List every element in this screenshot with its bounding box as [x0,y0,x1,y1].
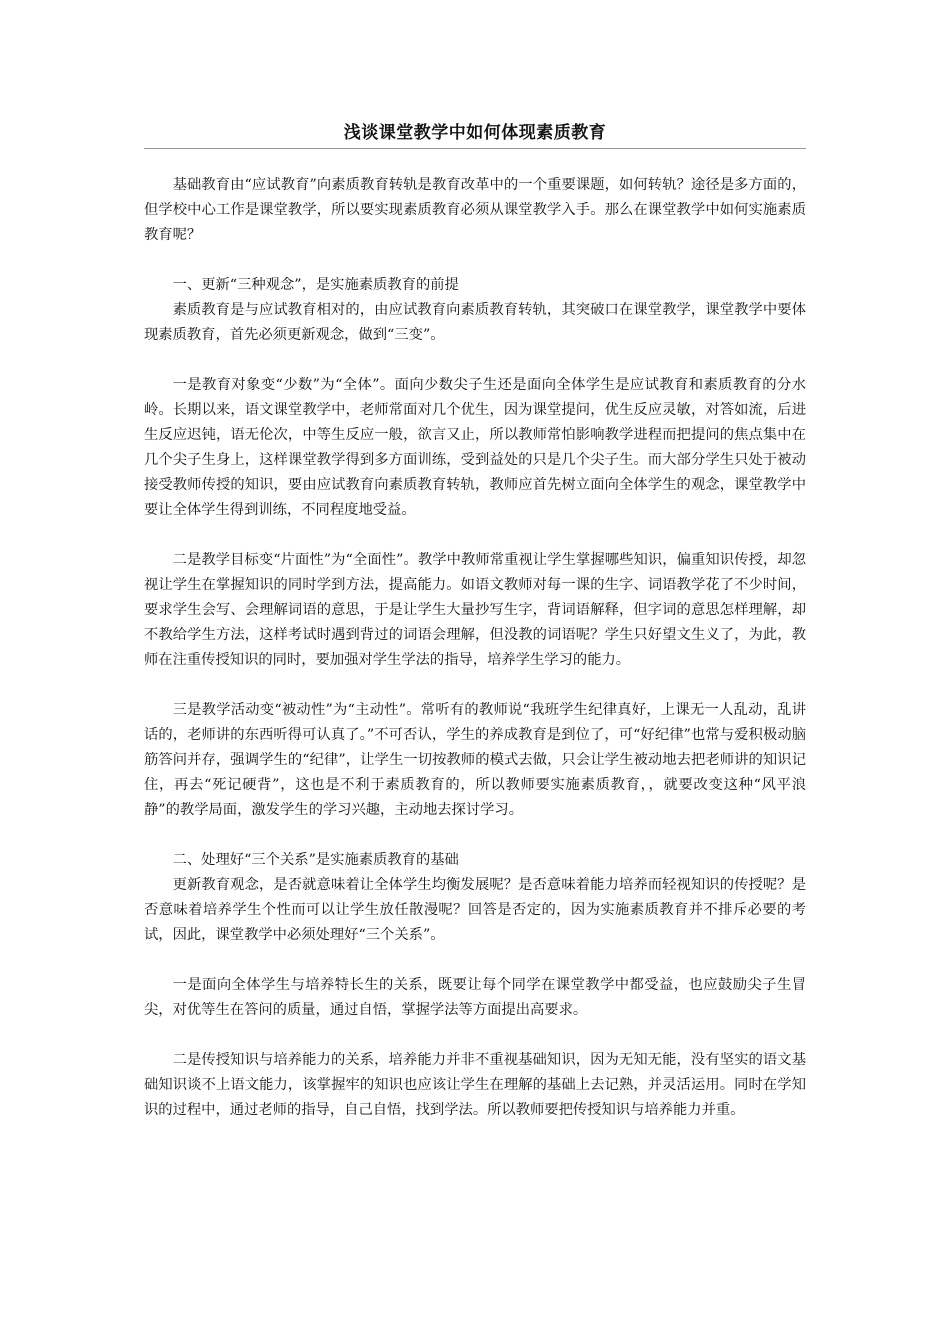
section-2-heading: 二、处理好“三个关系”是实施素质教育的基础 [172,852,459,868]
paragraph-spacer [144,823,806,848]
paragraph-spacer [144,523,806,548]
paragraph-spacer [144,248,806,273]
section-2-lead-paragraph: 更新教育观念，是否就意味着让全体学生均衡发展呢？是否意味着能力培养而轻视知识的传授呢？是否意味着培养学生个性而可以让学生放任散漫呢？回答是否定的，因为实施素质教育并不排斥必要的考试，因此，课堂教学中必须处理好“三个关系”。 [144,877,806,943]
section-1-point-1-paragraph: 一是教育对象变“少数”为“全体”。面向少数尖子生还是面向全体学生是应试教育和素质教育的分水岭。长期以来，语文课堂教学中，老师常面对几个优生，因为课堂提问，优生反应灵敏，对答如流，后进生反应迟钝，语无伦次，中等生反应一般，欲言又止，所以教师常怕影响教学进程而把提问的焦点集中在几个尖子生身上，这样课堂教学得到多方面训练，受到益处的只是几个尖子生。而大部分学生只处于被动接受教师传授的知识，要由应试教育向素质教育转轨，教师应首先树立面向全体学生的观念，课堂教学中要让全体学生得到训练，不同程度地受益。 [144,377,806,518]
paragraph-spacer [144,948,806,973]
section-1-lead-paragraph: 素质教育是与应试教育相对的，由应试教育向素质教育转轨，其突破口在课堂教学，课堂教学中要体现素质教育，首先必须更新观念，做到“三变”。 [144,302,806,343]
section-1-heading: 一、更新“三种观念”，是实施素质教育的前提 [172,277,459,293]
section-1-point-3-paragraph: 三是教学活动变“被动性”为“主动性”。常听有的教师说“我班学生纪律真好，上课无一人乱动，乱讲话的，老师讲的东西听得可认真了。”不可否认，学生的养成教育是到位了，可“好纪律”也常与爱积极动脑筋答问并存，强调学生的“纪律”，让学生一切按教师的模式去做，只会让学生被动地去把老师讲的知识记住，再去“死记硬背”，这也是不利于素质教育的，所以教师要实施素质教育，，就要改变这种“风平浪静”的教学局面，激发学生的学习兴趣，主动地去探讨学习。 [144,702,806,818]
paragraph-spacer [144,673,806,698]
paragraph-spacer [144,1023,806,1048]
document-title: 浅谈课堂教学中如何体现素质教育 [144,118,806,149]
paragraph-spacer [144,348,806,373]
document-page [144,118,806,1123]
section-1-point-2-paragraph: 二是教学目标变“片面性”为“全面性”。教学中教师常重视让学生掌握哪些知识，偏重知识传授，却忽视让学生在掌握知识的同时学到方法，提高能力。如语文教师对每一课的生字、词语教学花了不少时间，要求学生会写、会理解词语的意思，于是让学生大量抄写生字，背词语解释，但字词的意思怎样理解，却不教给学生方法，这样考试时遇到背过的词语会理解，但没教的词语呢？学生只好望文生义了，为此，教师在注重传授知识的同时，要加强对学生学法的指导，培养学生学习的能力。 [144,552,806,668]
intro-paragraph: 基础教育由“应试教育”向素质教育转轨是教育改革中的一个重要课题，如何转轨？途径是多方面的，但学校中心工作是课堂教学，所以要实现素质教育必须从课堂教学入手。那么在课堂教学中如何实施素质教育呢？ [144,177,806,243]
document-body [144,173,806,1123]
section-2-point-2-paragraph: 二是传授知识与培养能力的关系，培养能力并非不重视基础知识，因为无知无能，没有坚实的语文基础知识谈不上语文能力，该掌握牢的知识也应该让学生在理解的基础上去记熟，并灵活运用。同时在学知识的过程中，通过老师的指导，自己自悟，找到学法。所以教师要把传授知识与培养能力并重。 [144,1052,806,1118]
section-2-point-1-paragraph: 一是面向全体学生与培养特长生的关系，既要让每个同学在课堂教学中都受益，也应鼓励尖子生冒尖，对优等生在答问的质量，通过自悟，掌握学法等方面提出高要求。 [144,977,806,1018]
